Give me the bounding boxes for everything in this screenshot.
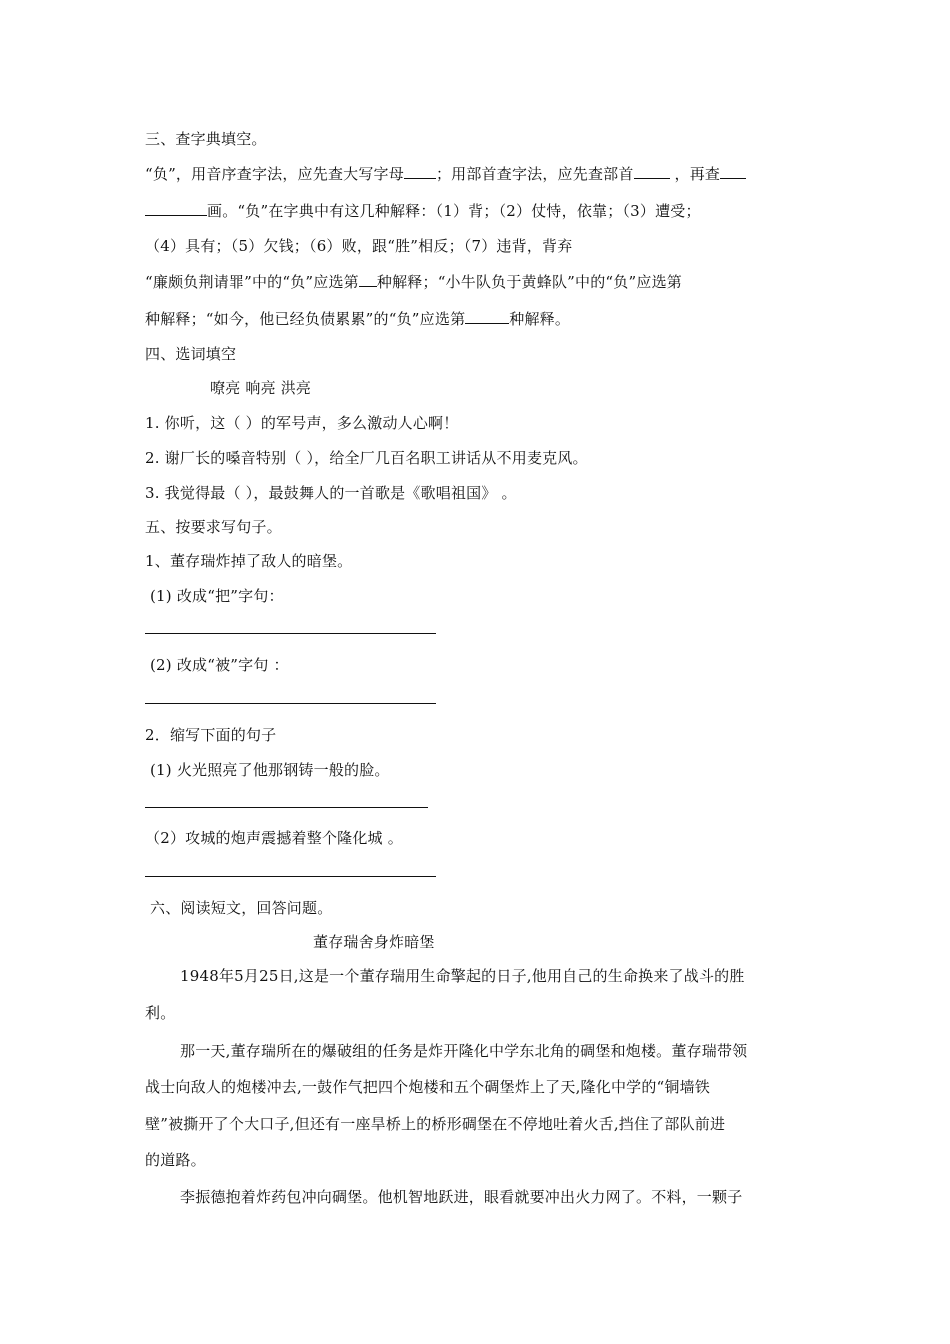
passage-para2-line4: 的道路。: [145, 1151, 206, 1169]
passage-para3-line1: 李振德抱着炸药包冲向碉堡。他机智地跃进，眼看就要冲出火力网了。不料，一颗子: [180, 1188, 743, 1206]
passage-title: 董存瑞舍身炸暗堡: [313, 933, 435, 951]
section5-heading: 五、按要求写句子。: [145, 518, 282, 536]
blank-stroke-count-start[interactable]: [720, 163, 746, 179]
section4-word-choices: 嘹亮 响亮 洪亮: [210, 379, 312, 397]
section6-heading: 六、阅读短文，回答问题。: [150, 899, 333, 917]
blank-meaning-3[interactable]: [465, 308, 509, 324]
section3-heading: 三、查字典填空。: [145, 130, 267, 148]
passage-para1-line2: 利。: [145, 1004, 176, 1022]
answer-line-ba-sentence[interactable]: [145, 633, 436, 634]
section3-paragraph-line1: [145, 163, 815, 184]
blank-letter[interactable]: [404, 163, 436, 179]
section5-item1-sub1: (1) 改成“把”字句：: [150, 587, 284, 605]
answer-line-bei-sentence[interactable]: [145, 703, 436, 704]
answer-line-shorten-1[interactable]: [145, 807, 428, 808]
passage-para2-line1: 那一天,董存瑞所在的爆破组的任务是炸开隆化中学东北角的碉堡和炮楼。董存瑞带领: [180, 1042, 748, 1060]
section3-p1-text-c: ，再查: [669, 165, 721, 183]
section3-p4-text-a: “廉颇负荆请罪”中的“负”应选第: [145, 273, 359, 291]
section4-question-1: 1. 你听，这（ ）的军号声，多么激动人心啊！: [145, 414, 459, 432]
section3-paragraph-line2: [145, 200, 815, 221]
answer-line-shorten-2[interactable]: [145, 876, 436, 877]
section3-paragraph-line4: [145, 271, 815, 292]
section5-item-1: 1、董存瑞炸掉了敌人的暗堡。: [145, 552, 353, 570]
section3-paragraph-line5: [145, 308, 815, 329]
passage-para2-line2: 战士向敌人的炮楼冲去,一鼓作气把四个炮楼和五个碉堡炸上了天,隆化中学的“铜墙铁: [145, 1078, 711, 1096]
blank-stroke-count[interactable]: [145, 200, 207, 216]
section3-p1-text-b: ；用部首查字法，应先查部首: [435, 165, 634, 183]
section4-question-2: 2. 谢厂长的嗓音特别（ ），给全厂几百名职工讲话从不用麦克风。: [145, 449, 588, 467]
section4-heading: 四、选词填空: [145, 345, 237, 363]
section5-item2-sub2: （2）攻城的炮声震撼着整个隆化城 。: [145, 829, 403, 847]
blank-meaning-1[interactable]: [359, 271, 377, 287]
section3-p5-text-a: 种解释；“如今，他已经负债累累”的“负”应选第: [145, 310, 466, 328]
section3-p5-text-b: 种解释。: [509, 310, 571, 328]
section5-item2-sub1: (1) 火光照亮了他那钢铸一般的脸。: [150, 761, 390, 779]
passage-para2-line3: 壁”被撕开了个大口子,但还有一座旱桥上的桥形碉堡在不停地吐着火舌,挡住了部队前进: [145, 1115, 726, 1133]
section5-item-2: 2．缩写下面的句子: [145, 726, 277, 744]
section3-p4-text-b: 种解释；“小牛队负于黄蜂队”中的“负”应选第: [376, 273, 682, 291]
section3-p2-text: 画。“负”在字典中有这几种解释：（1）背；（2）仗恃，依靠；（3）遭受；: [207, 202, 701, 220]
section3-p1-text-a: “负”，用音序查字法，应先查大写字母: [145, 165, 404, 183]
section5-item1-sub2: (2) 改成“被”字句 ：: [150, 656, 289, 674]
section4-question-3: 3. 我觉得最（ ），最鼓舞人的一首歌是《歌唱祖国》 。: [145, 484, 517, 502]
passage-para1-line1: 1948年5月25日,这是一个董存瑞用生命擎起的日子,他用自己的生命换来了战斗的胜: [180, 967, 745, 985]
section3-paragraph-line3: （4）具有；（5）欠钱；（6）败，跟“胜”相反；（7）违背，背弃: [145, 237, 573, 255]
blank-radical[interactable]: [634, 163, 670, 179]
